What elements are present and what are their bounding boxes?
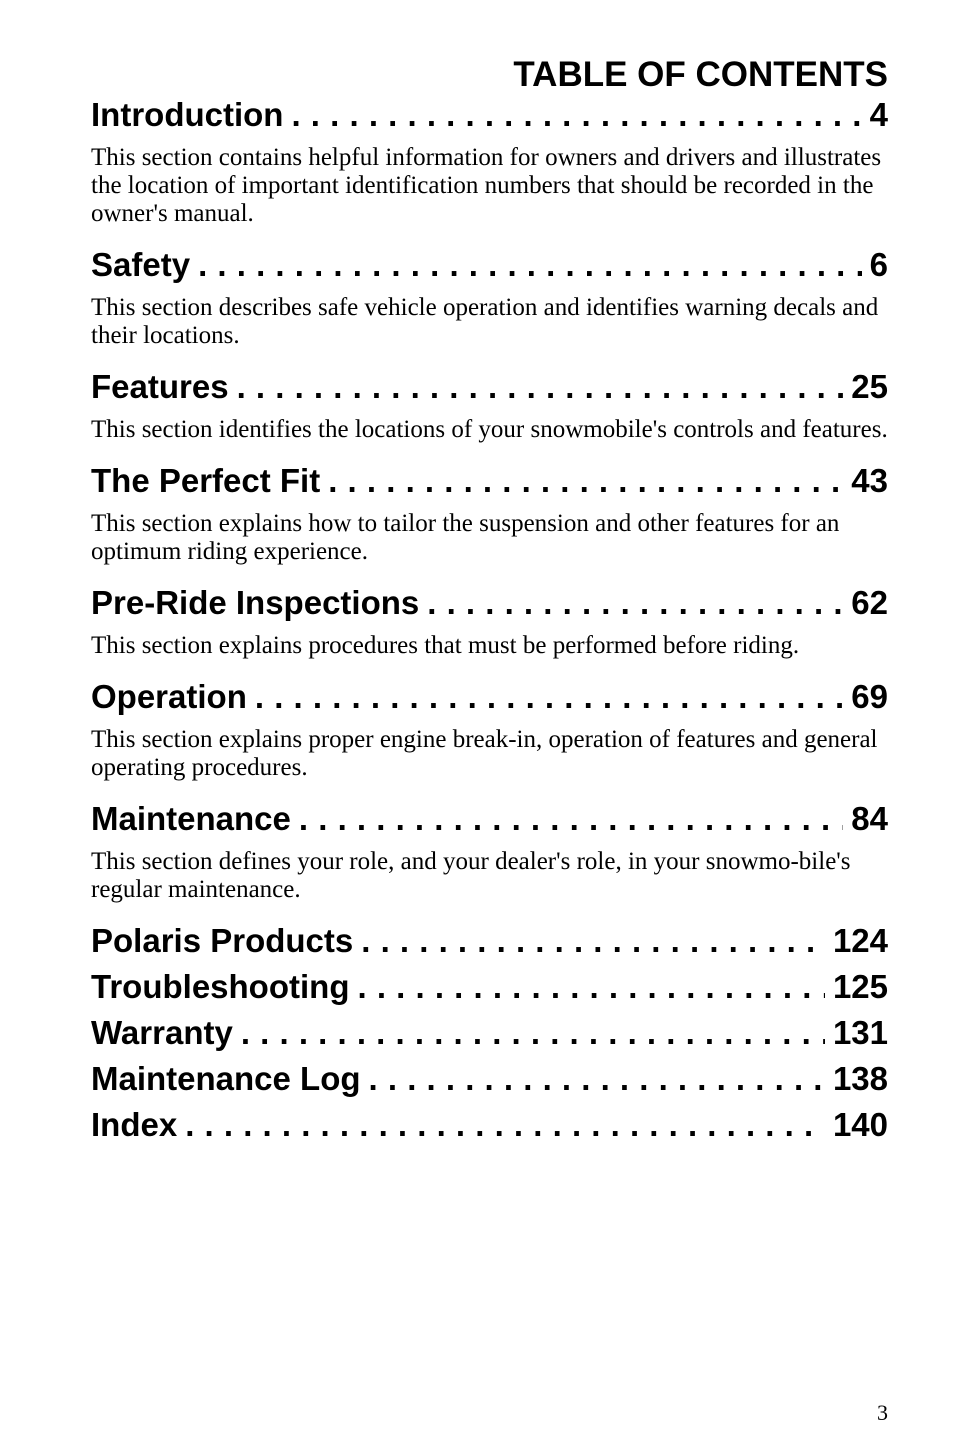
- dot-leader: [185, 1102, 825, 1148]
- toc-entry: [91, 796, 888, 904]
- toc-entry: [91, 674, 888, 782]
- toc-entry: [91, 92, 888, 228]
- toc-description: This section identifies the locations of your snowmobile's controls and features.: [91, 416, 888, 443]
- toc-heading: Introduction: [91, 96, 284, 133]
- toc-heading: The Perfect Fit: [91, 462, 321, 499]
- toc-heading-link[interactable]: [91, 580, 888, 626]
- page-title: TABLE OF CONTENTS: [513, 55, 888, 94]
- toc-description: This section contains helpful information for owners and drivers and illustrates the location of important identification numbers that should be recorded in the owner's manual.: [91, 144, 882, 227]
- dot-leader: [241, 1010, 825, 1056]
- toc-heading-link[interactable]: [91, 674, 888, 720]
- toc-entry: [91, 458, 888, 566]
- toc-page-number: 84: [851, 800, 888, 837]
- toc-page-number: 138: [832, 1060, 888, 1097]
- toc-entry: [91, 1056, 888, 1102]
- dot-leader: [237, 364, 844, 410]
- toc-description: This section explains procedures that must be performed before riding.: [91, 632, 800, 659]
- toc-entry: [91, 964, 888, 1010]
- toc-description: This section defines your role, and your dealer's role, in your snowmo-bile's regular maintenance.: [91, 848, 851, 903]
- toc-heading-link[interactable]: [91, 364, 888, 410]
- toc-entries: [91, 92, 888, 1148]
- toc-page-number: 124: [832, 922, 888, 959]
- dot-leader: [198, 242, 862, 288]
- table-of-contents: [91, 55, 888, 1148]
- toc-entry: [91, 580, 888, 660]
- toc-page-number: 125: [832, 968, 888, 1005]
- toc-heading: Maintenance: [91, 800, 291, 837]
- toc-heading-link[interactable]: [91, 964, 888, 1010]
- dot-leader: [291, 92, 861, 138]
- toc-description: This section describes safe vehicle operation and identifies warning decals and their locations.: [91, 294, 879, 349]
- toc-heading-link[interactable]: [91, 242, 888, 288]
- toc-heading: Polaris Products: [91, 922, 354, 959]
- toc-heading-link[interactable]: [91, 1010, 888, 1056]
- toc-page-number: 25: [851, 368, 888, 405]
- toc-page-number: 6: [869, 246, 888, 283]
- toc-heading: Warranty: [91, 1014, 233, 1051]
- toc-description: This section explains how to tailor the suspension and other features for an optimum riding experience.: [91, 510, 840, 565]
- toc-heading-link[interactable]: [91, 796, 888, 842]
- dot-leader: [299, 796, 843, 842]
- toc-heading: Index: [91, 1106, 178, 1143]
- dot-leader: [361, 918, 825, 964]
- toc-page-number: 4: [869, 96, 888, 133]
- toc-heading: Operation: [91, 678, 247, 715]
- toc-entry: [91, 1102, 888, 1148]
- toc-heading: Maintenance Log: [91, 1060, 361, 1097]
- toc-heading: Pre-Ride Inspections: [91, 584, 420, 621]
- toc-heading: Troubleshooting: [91, 968, 350, 1005]
- toc-page-number: 131: [832, 1014, 888, 1051]
- toc-entry: [91, 242, 888, 350]
- toc-heading-link[interactable]: [91, 918, 888, 964]
- toc-heading-link[interactable]: [91, 1102, 888, 1148]
- toc-page-number: 140: [832, 1106, 888, 1143]
- page-number: 3: [877, 1400, 888, 1425]
- dot-leader: [357, 964, 824, 1010]
- toc-entry: [91, 918, 888, 964]
- toc-heading: Safety: [91, 246, 191, 283]
- toc-entry: [91, 364, 888, 444]
- dot-leader: [369, 1056, 825, 1102]
- toc-page-number: 69: [851, 678, 888, 715]
- toc-heading-link[interactable]: [91, 1056, 888, 1102]
- toc-page-number: 62: [851, 584, 888, 621]
- toc-entry: [91, 1010, 888, 1056]
- toc-page-number: 43: [851, 462, 888, 499]
- dot-leader: [328, 458, 843, 504]
- toc-heading: Features: [91, 368, 229, 405]
- dot-leader: [427, 580, 843, 626]
- toc-heading-link[interactable]: [91, 458, 888, 504]
- toc-heading-link[interactable]: [91, 92, 888, 138]
- dot-leader: [255, 674, 843, 720]
- toc-description: This section explains proper engine break-in, operation of features and general operating procedures.: [91, 726, 878, 781]
